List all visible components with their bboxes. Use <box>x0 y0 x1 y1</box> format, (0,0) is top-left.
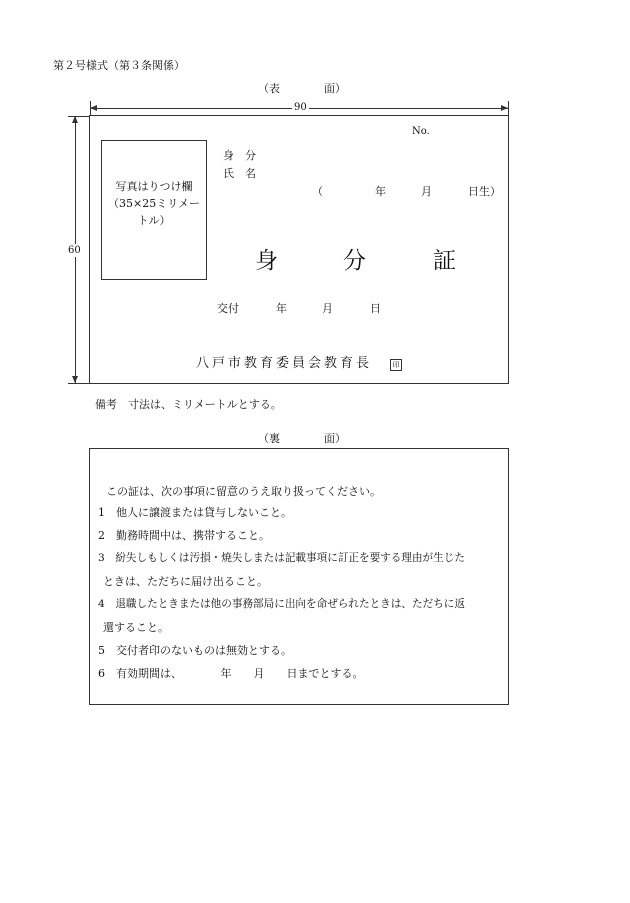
card-front <box>89 115 509 384</box>
photo-instruction-line2: （35×25ミリメー <box>108 197 200 210</box>
card-title-char-2: 分 <box>343 248 366 274</box>
issuer-title: 八戸市教育委員会教育長 <box>196 356 373 371</box>
rule-item-continued: ときは、ただちに届け出ること。 <box>103 575 268 588</box>
card-number-label: No. <box>412 126 430 137</box>
issue-day-label: 日 <box>370 302 381 315</box>
card-title-char-1: 身 <box>255 248 278 274</box>
height-dimension-value: 60 <box>68 245 81 256</box>
height-extension-bottom <box>68 383 89 384</box>
width-dimension-value: 90 <box>294 102 307 113</box>
photo-area <box>101 140 207 280</box>
birth-day-label: 日生） <box>468 185 501 198</box>
rule-item: 6 有効期間は、 年 月 日までとする。 <box>98 667 364 680</box>
status-label: 身 分 <box>223 149 256 162</box>
issue-month-label: 月 <box>322 302 333 315</box>
height-extension-top <box>68 116 89 117</box>
birth-year-label: 年 <box>375 185 386 198</box>
rule-item: 2 勤務時間中は、携帯すること。 <box>98 529 270 542</box>
front-heading: （表 面） <box>258 82 346 95</box>
width-extension-right <box>508 101 509 115</box>
width-extension-left <box>90 101 91 115</box>
rule-item: 3 紛失しもしくは汚損・焼失しまたは記載事項に訂正を要する理由が生じた <box>98 552 465 564</box>
birth-open-paren: （ <box>312 185 323 198</box>
arrow-left-icon <box>90 105 97 111</box>
arrow-right-icon <box>501 105 508 111</box>
arrow-down-icon <box>72 376 78 383</box>
back-intro: この証は、次の事項に留意のうえ取り扱ってください。 <box>106 485 381 498</box>
seal-icon: 印 <box>390 359 402 371</box>
name-label: 氏 名 <box>223 167 256 180</box>
card-back <box>89 448 509 705</box>
form-number-label: 第２号様式（第３条関係） <box>53 59 185 72</box>
rule-item: 5 交付者印のないものは無効とする。 <box>98 644 292 657</box>
arrow-up-icon <box>72 116 78 123</box>
rule-item: 4 退職したときまたは他の事務部局に出向を命ぜられたときは、ただちに返 <box>98 598 465 610</box>
seal-mark <box>390 354 402 373</box>
issue-year-label: 年 <box>276 302 287 315</box>
back-heading: （裏 面） <box>258 432 346 445</box>
photo-instruction-line3: トル） <box>137 214 171 227</box>
birth-month-label: 月 <box>421 185 432 198</box>
rule-item: 1 他人に譲渡または貸与しないこと。 <box>98 506 292 519</box>
rule-item-continued: 還すること。 <box>103 621 169 634</box>
photo-instruction-line1: 写真はりつけ欄 <box>115 180 193 193</box>
note-text: 備考 寸法は、ミリメートルとする。 <box>95 398 282 411</box>
card-title-char-3: 証 <box>433 248 456 274</box>
issue-label: 交付 <box>217 302 239 315</box>
